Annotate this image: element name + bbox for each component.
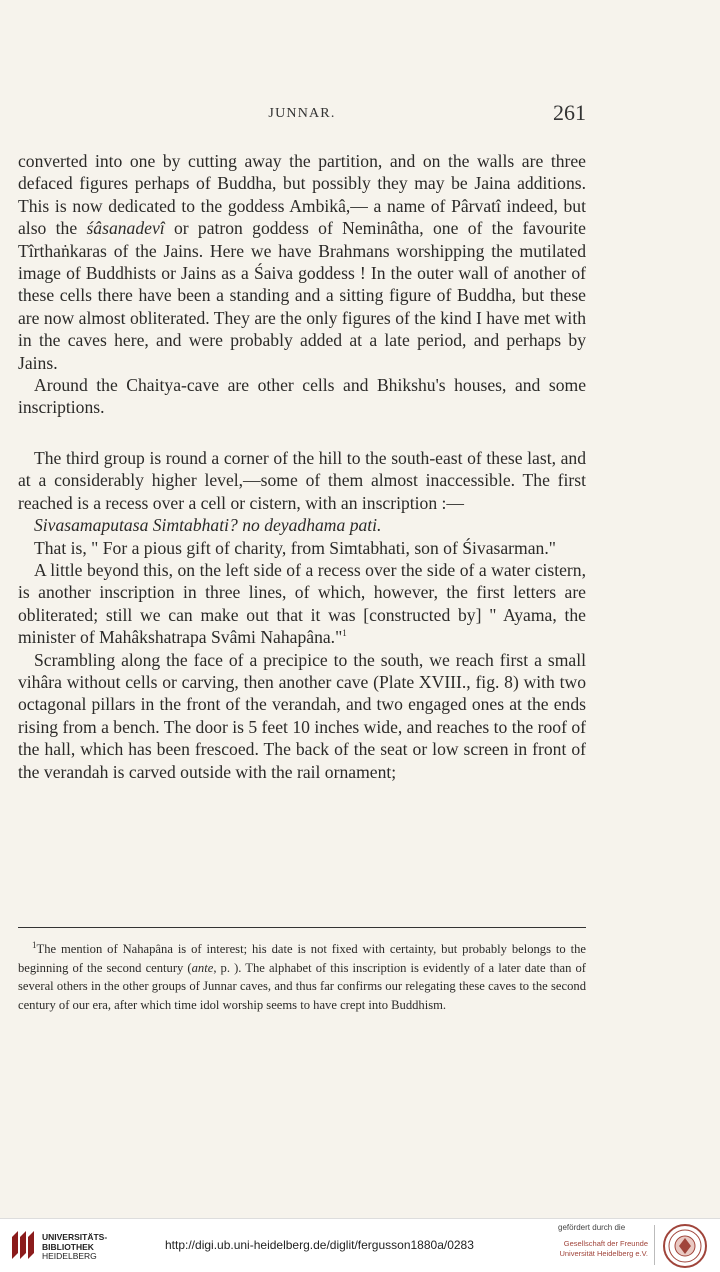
footnote-text-1: The mention of Nahapâna is of interest; his date is not fixed with certainty, but probably belongs to the beginning of the second century ( xyxy=(18,942,586,975)
running-head xyxy=(18,100,586,130)
university-library-name xyxy=(42,1233,107,1262)
paragraph-5: Scrambling along the face of a precipice to the south, we reach first a small vihâra without cells or carving, then another cave (Plate XVIII., fig. 8) with two octagonal pillars in the front of the verandah, and two engaged ones at the ends rising from a bench. The door is 5 feet 10 inches wide, and reaches to the roof of the hall, which has been frescoed. The back of the seat or low screen in front of the verandah is carved outside with the rail ornament; xyxy=(18,649,586,782)
footer-divider xyxy=(654,1225,655,1265)
footnote-rule xyxy=(18,927,586,928)
sponsor-label: gefördert durch die xyxy=(558,1223,626,1232)
viewer-footer xyxy=(0,1218,720,1272)
inscription-line: Sivasamaputasa Simtabhati? no deyadhama pati. xyxy=(34,515,382,536)
library-line-1: UNIVERSITÄTS- xyxy=(42,1232,108,1242)
sponsor-line-1: Gesellschaft der Freunde xyxy=(563,1239,648,1248)
footnote-text-2: , p. ). The alphabet of this inscription is evidently of a later date than of several others in the other groups of Junnar caves, and thus far confirms our relegating these caves to the second century of our era, after which time idol worship seems to have crept into Buddhism. xyxy=(18,960,586,1012)
footnote-ante: ante xyxy=(191,960,214,975)
paragraph-1-part-2: or patron goddess of Neminâtha, one of the favourite Tîrthaṅkaras of the Jains. Here we have Brahmans worshipping the mutilated image of Buddhists or Jains as a Śaiva goddess ! In the outer wall of another of these cells there have been a standing and a sitting figure of Buddha, but these are now almost obliterated. They are the only figures of the kind I have met with in the caves here, and were probably added at a late period, and perhaps by Jains. xyxy=(18,218,586,373)
paragraph-4 xyxy=(18,559,586,649)
paragraph-3: The third group is round a corner of the hill to the south-east of these last, and at a considerably higher level,—some of them almost inaccessible. The first reached is a recess over a cell or cistern, with an inscription :— xyxy=(18,447,586,513)
paragraph-1 xyxy=(18,150,586,374)
footnote xyxy=(18,940,586,1014)
paragraph-1-part-1: converted into one by cutting away the partition, and on the walls are three defaced figures perhaps of Buddha, but possibly they may be Jaina additions. This is now dedicated to the goddess Ambikâ,— a name of Pârvatî indeed, but also the xyxy=(18,151,586,239)
paragraph-2: Around the Chaitya-cave are other cells and Bhikshu's houses, and some inscriptions. xyxy=(18,375,586,418)
sasanadevi-term: śâsanadevî xyxy=(86,218,165,239)
library-line-2: BIBLIOTHEK xyxy=(42,1241,94,1252)
page-number: 261 xyxy=(553,100,586,125)
permalink-url[interactable]: http://digi.ub.uni-heidelberg.de/diglit/fergusson1880a/0283 xyxy=(165,1238,474,1252)
footnote-marker: 1 xyxy=(32,939,37,950)
university-library-logo-icon xyxy=(10,1229,36,1261)
footnote-reference[interactable]: 1 xyxy=(342,628,347,639)
sponsor-name xyxy=(556,1239,648,1259)
paragraph-4-text: A little beyond this, on the left side of a recess over the side of a water cistern, is another inscription in three lines, of which, however, the first letters are obliterated; still we can make out that it was [constructed by] " Ayama, the minister of Mahâkshatrapa Svâmi Nahapâna." xyxy=(18,559,586,648)
running-title: JUNNAR. xyxy=(268,106,336,121)
sponsor-line-2: Universität Heidelberg e.V. xyxy=(559,1249,648,1258)
body-text xyxy=(18,150,586,783)
library-line-3: HEIDELBERG xyxy=(42,1251,97,1261)
society-seal-icon xyxy=(662,1223,708,1269)
paragraph-translation: That is, " For a pious gift of charity, from Simtabhati, son of Śivasarman." xyxy=(34,537,556,558)
